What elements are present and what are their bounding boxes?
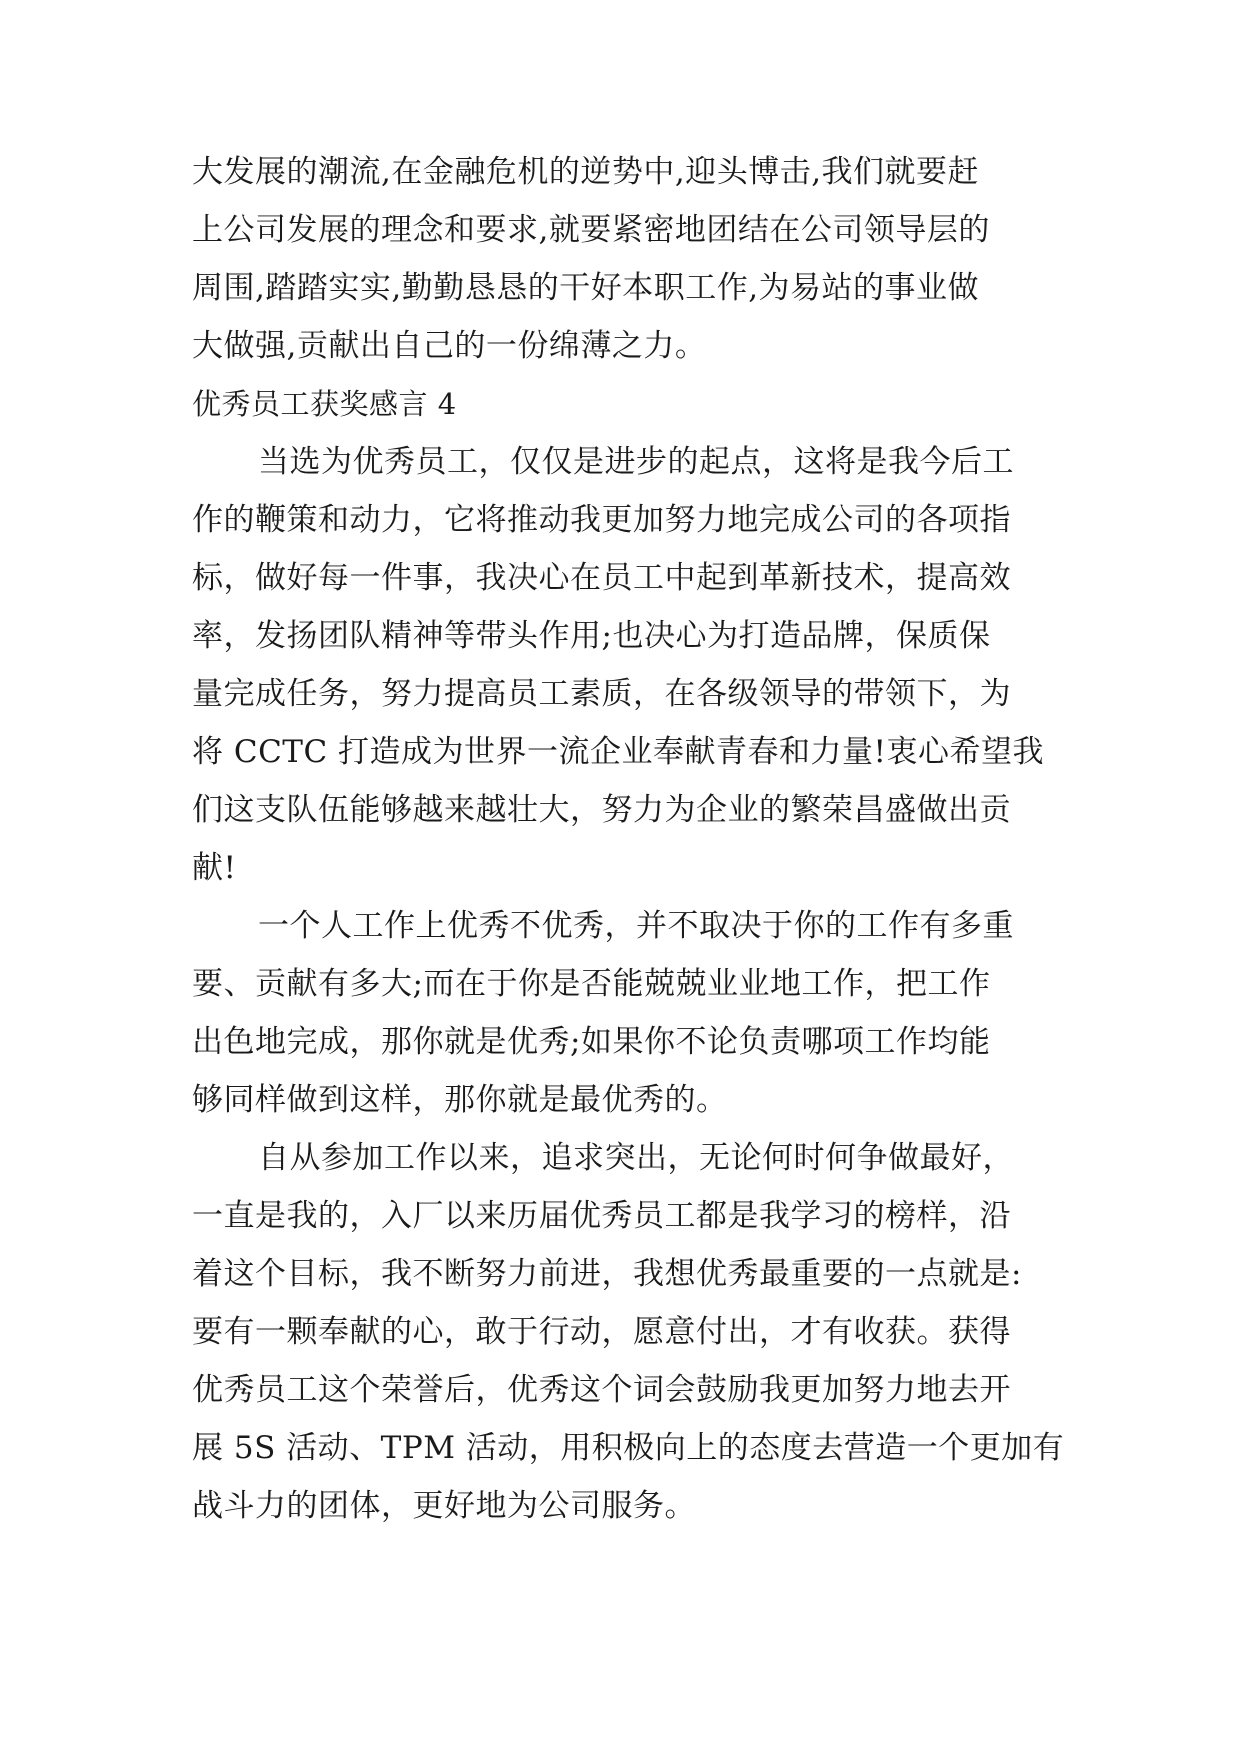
text-line: 大做强,贡献出自己的一份绵薄之力。 <box>192 328 707 364</box>
text-line: 周围,踏踏实实,勤勤恳恳的干好本职工作,为易站的事业做 <box>192 270 980 306</box>
text-line: 当选为优秀员工，仅仅是进步的起点，这将是我今后工 <box>258 444 1014 480</box>
text-line: 标，做好每一件事，我决心在员工中起到革新技术，提高效 <box>192 560 1011 596</box>
text-line: 量完成任务，努力提高员工素质，在各级领导的带领下，为 <box>192 676 1011 712</box>
text-line: 要有一颗奉献的心，敢于行动，愿意付出，才有收获。获得 <box>192 1314 1011 1350</box>
text-line: 们这支队伍能够越来越壮大，努力为企业的繁荣昌盛做出贡 <box>192 792 1011 828</box>
text-line: 一个人工作上优秀不优秀，并不取决于你的工作有多重 <box>258 908 1014 944</box>
text-line: 将 CCTC 打造成为世界一流企业奉献青春和力量!衷心希望我 <box>192 734 1044 770</box>
text-line: 战斗力的团体，更好地为公司服务。 <box>192 1488 696 1524</box>
text-line: 上公司发展的理念和要求,就要紧密地团结在公司领导层的 <box>192 212 990 248</box>
text-line: 率，发扬团队精神等带头作用;也决心为打造品牌，保质保 <box>192 618 991 654</box>
text-line: 要、贡献有多大;而在于你是否能兢兢业业地工作，把工作 <box>192 966 991 1002</box>
text-line: 大发展的潮流,在金融危机的逆势中,迎头博击,我们就要赶 <box>192 154 980 190</box>
text-line: 展 5S 活动、TPM 活动，用积极向上的态度去营造一个更加有 <box>192 1430 1065 1466</box>
text-line: 够同样做到这样，那你就是最优秀的。 <box>192 1082 728 1118</box>
text-line: 作的鞭策和动力，它将推动我更加努力地完成公司的各项指 <box>192 502 1011 538</box>
text-line: 自从参加工作以来，追求突出，无论何时何争做最好， <box>258 1140 1014 1176</box>
text-line: 出色地完成，那你就是优秀;如果你不论负责哪项工作均能 <box>192 1024 991 1060</box>
text-line: 献! <box>192 850 237 886</box>
text-line: 一直是我的，入厂以来历届优秀员工都是我学习的榜样，沿 <box>192 1198 1011 1234</box>
section-title: 优秀员工获奖感言 4 <box>192 387 457 421</box>
text-line: 优秀员工这个荣誉后，优秀这个词会鼓励我更加努力地去开 <box>192 1372 1011 1408</box>
text-line: 着这个目标，我不断努力前进，我想优秀最重要的一点就是: <box>192 1256 1022 1292</box>
